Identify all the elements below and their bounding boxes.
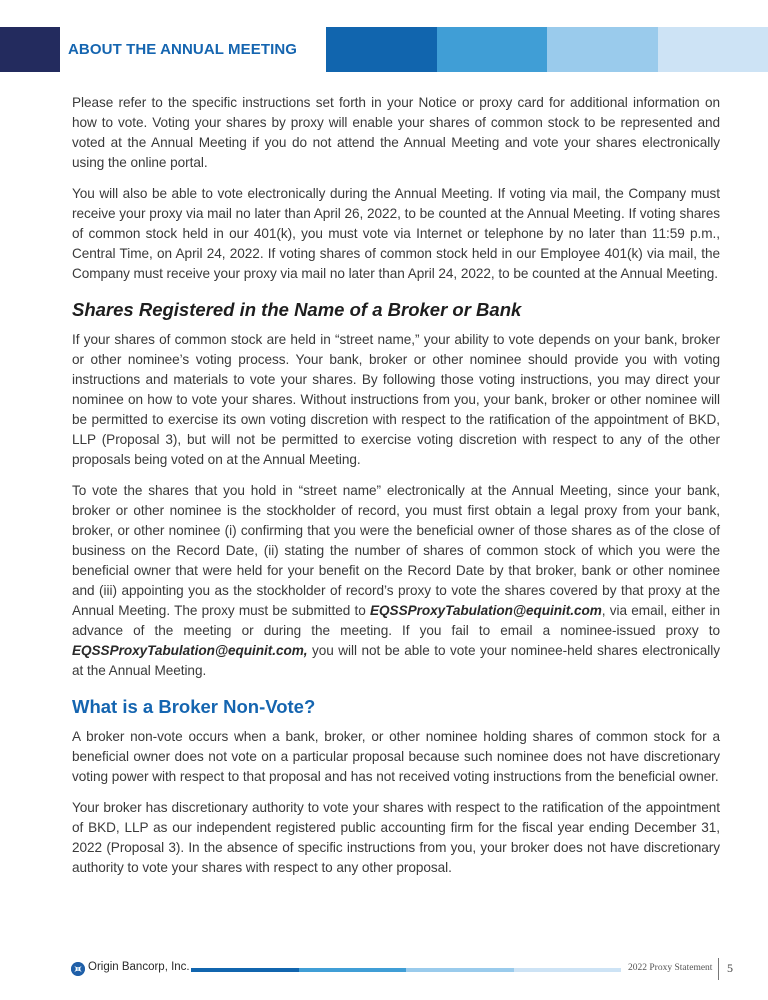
origin-logo-icon <box>71 962 85 976</box>
legal-proxy-text-3: you will not be able to vote your nominee-held shares electronically at the Annual Meeting. <box>72 643 720 678</box>
paragraph-voting-instructions: Please refer to the specific instructions set forth in your Notice or proxy card for additional information on how to vote. Voting your shares by proxy will enable your shares of common stock to be represented and voted at the Annual Meeting if you do not attend the Annual Meeting and vote your shares electronically using the online portal. <box>72 95 720 170</box>
header-block-4 <box>658 27 768 72</box>
email-link-1[interactable]: EQSSProxyTabulation@equinit.com <box>370 603 602 618</box>
paragraph-voting-deadlines: You will also be able to vote electronically during the Annual Meeting. If voting via mail, the Company must receive your proxy via mail no later than April 26, 2022, to be counted at the Annual Meeting. If voting shares of common stock held in our 401(k), you must vote via Internet or telephone by no later than 11:59 p.m., Central Time, on April 24, 2022. If voting shares of common stock held in our Employee 401(k) via mail, the Company must receive your proxy via mail no later than April 24, 2022, to be counted at the Annual Meeting. <box>72 186 720 281</box>
footer-bar-segment-4 <box>514 968 622 972</box>
paragraph-legal-proxy <box>72 481 720 681</box>
header-block-2 <box>437 27 548 72</box>
heading-broker-non-vote: What is a Broker Non-Vote? <box>72 696 316 717</box>
paragraph-non-vote-definition: A broker non-vote occurs when a bank, broker, or other nominee holding shares of common stock for a beneficial owner does not vote on a particular proposal because such nominee does not have discretionary voting power with respect to that proposal and has not received voting instructions from the beneficial owner. <box>72 729 720 784</box>
page-content <box>72 93 720 889</box>
paragraph-discretionary-authority: Your broker has discretionary authority to vote your shares with respect to the ratification of the appointment of BKD, LLP as our independent registered public accounting firm for the fiscal year ending December 31, 2022 (Proposal 3). In the absence of specific instructions from you, your broker does not have discretionary authority to vote your shares with respect to any other proposal. <box>72 800 720 875</box>
heading-broker-or-bank: Shares Registered in the Name of a Broker or Bank <box>72 299 522 320</box>
header-block-3 <box>547 27 658 72</box>
header-block-1 <box>326 27 437 72</box>
header-navy-block <box>0 27 60 72</box>
footer-company-name: Origin Bancorp, Inc. <box>88 961 190 973</box>
paragraph-street-name: If your shares of common stock are held in “street name,” your ability to vote depends on your bank, broker or other nominee’s voting process. Your bank, broker or other nominee should provide you with voting instructions and materials to vote your shares. By following those voting instructions, you may direct your nominee on how to vote your shares. Without instructions from you, your bank, broker or other nominee will be permitted to exercise its own voting discretion with respect to the ratification of the appointment of BKD, LLP (Proposal 3), but will not be permitted to exercise voting discretion with respect to any of the other proposals being voted on at the Annual Meeting. <box>72 332 720 467</box>
page-number: 5 <box>727 961 733 975</box>
footer-document-title: 2022 Proxy Statement <box>628 963 713 973</box>
footer-bar-segment-1 <box>191 968 299 972</box>
email-link-2[interactable]: EQSSProxyTabulation@equinit.com, <box>72 643 308 658</box>
footer-bar-segment-2 <box>299 968 407 972</box>
legal-proxy-text-2: , via email, either in advance of the meeting or during the meeting. If you fail to email a nominee-issued proxy to <box>72 603 720 638</box>
legal-proxy-text-1: To vote the shares that you hold in “street name” electronically at the Annual Meeting, since your bank, broker or other nominee is the stockholder of record, you must first obtain a legal proxy from your bank, broker, or other nominee (i) confirming that you were the beneficial owner of those shares as of the close of business on the Record Date, (ii) stating the number of shares of common stock of which you were the beneficial owner that were held for your benefit on the Record Date by that broker, bank or other nominee and (iii) appointing you as the stockholder of record’s proxy to vote the shares covered by that proxy at the Annual Meeting. The proxy must be submitted to <box>72 483 720 618</box>
footer-bar-segment-3 <box>406 968 514 972</box>
header-color-blocks <box>326 27 768 72</box>
footer-color-bar <box>191 968 621 972</box>
footer-separator <box>718 958 719 980</box>
section-title: ABOUT THE ANNUAL MEETING <box>68 41 298 58</box>
